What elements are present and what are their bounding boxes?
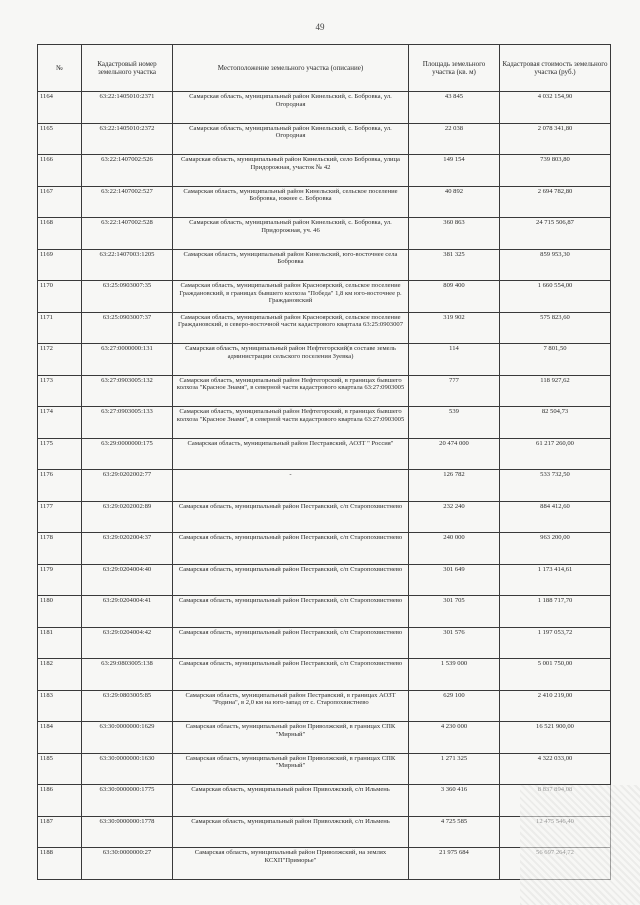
cadastral-number: 63:25:0903007:35	[82, 281, 173, 313]
row-number: 1175	[38, 438, 82, 470]
cadastral-registry-table	[37, 44, 611, 880]
cost-value: 5 001 750,00	[500, 659, 611, 691]
row-number: 1174	[38, 407, 82, 439]
cost-value: 575 823,60	[500, 312, 611, 344]
table-row	[38, 627, 611, 659]
area-value: 4 725 585	[409, 816, 500, 848]
table-body	[38, 92, 611, 880]
cadastral-number: 63:29:0204004:40	[82, 564, 173, 596]
cadastral-number: 63:25:0903007:37	[82, 312, 173, 344]
row-number: 1188	[38, 848, 82, 880]
location-description: Самарская область, муниципальный район Нефтегорский(в составе земель администрации сельского поселения Зуевка)	[173, 344, 409, 376]
header-location: Местоположение земельного участка (описание)	[173, 45, 409, 92]
area-value: 232 240	[409, 501, 500, 533]
table-row	[38, 753, 611, 785]
location-description: Самарская область, муниципальный район Приволжский, на землях КСХП"Приморье"	[173, 848, 409, 880]
row-number: 1172	[38, 344, 82, 376]
table-row	[38, 375, 611, 407]
cadastral-number: 63:22:1407002:526	[82, 155, 173, 187]
table-header-row	[38, 45, 611, 92]
row-number: 1173	[38, 375, 82, 407]
table-row	[38, 344, 611, 376]
cost-value: 1 173 414,61	[500, 564, 611, 596]
cadastral-number: 63:22:1405010:2371	[82, 92, 173, 124]
table-row	[38, 155, 611, 187]
area-value: 43 845	[409, 92, 500, 124]
table-row	[38, 659, 611, 691]
row-number: 1169	[38, 249, 82, 281]
cadastral-number: 63:27:0903005:132	[82, 375, 173, 407]
cost-value: 533 732,50	[500, 470, 611, 502]
location-description: Самарская область, муниципальный район Пестравский, с/п Старопохвистнево	[173, 596, 409, 628]
cost-value: 884 412,60	[500, 501, 611, 533]
table-row	[38, 407, 611, 439]
header-num: №	[38, 45, 82, 92]
location-description: Самарская область, муниципальный район Кинельский, сельское поселение Бобровка, южнее с. Бобровка	[173, 186, 409, 218]
cost-value: 4 322 033,00	[500, 753, 611, 785]
area-value: 629 100	[409, 690, 500, 722]
area-value: 4 230 000	[409, 722, 500, 754]
cost-value: 7 801,50	[500, 344, 611, 376]
table-row	[38, 501, 611, 533]
location-description: Самарская область, муниципальный район Кинельский, с. Бобровка, ул. Придорожная, уч. 46	[173, 218, 409, 250]
area-value: 319 902	[409, 312, 500, 344]
location-description: Самарская область, муниципальный район Пестравский, с/п Старопохвистнево	[173, 533, 409, 565]
cost-value: 2 694 782,80	[500, 186, 611, 218]
cost-value: 16 521 900,00	[500, 722, 611, 754]
cadastral-number: 63:29:0204004:42	[82, 627, 173, 659]
table-row	[38, 690, 611, 722]
location-description: Самарская область, муниципальный район Пестравский, АОЗТ " Россия"	[173, 438, 409, 470]
row-number: 1182	[38, 659, 82, 691]
location-description: Самарская область, муниципальный район Нефтегорский, в границах бывшего колхоза "Красное Знамя", в северной части кадастрового квартала 63:27:0903005	[173, 375, 409, 407]
area-value: 360 863	[409, 218, 500, 250]
cadastral-number: 63:27:0000000:131	[82, 344, 173, 376]
area-value: 777	[409, 375, 500, 407]
row-number: 1170	[38, 281, 82, 313]
row-number: 1187	[38, 816, 82, 848]
location-description: Самарская область, муниципальный район Нефтегорский, в границах бывшего колхоза "Красное Знамя", в северной части кадастрового квартала 63:27:0903005	[173, 407, 409, 439]
table-row	[38, 186, 611, 218]
area-value: 20 474 000	[409, 438, 500, 470]
cadastral-number: 63:22:1407003:1205	[82, 249, 173, 281]
page-number: 49	[315, 22, 325, 32]
row-number: 1185	[38, 753, 82, 785]
row-number: 1186	[38, 785, 82, 817]
area-value: 1 539 000	[409, 659, 500, 691]
row-number: 1178	[38, 533, 82, 565]
table-row	[38, 312, 611, 344]
area-value: 539	[409, 407, 500, 439]
location-description: Самарская область, муниципальный район Кинельский, юго-восточнее села Бобровка	[173, 249, 409, 281]
cadastral-number: 63:29:0202004:37	[82, 533, 173, 565]
location-description: Самарская область, муниципальный район Кинельский, с. Бобровка, ул. Огородная	[173, 92, 409, 124]
area-value: 21 975 684	[409, 848, 500, 880]
cadastral-number: 63:29:0202002:89	[82, 501, 173, 533]
cost-value: 1 188 717,70	[500, 596, 611, 628]
area-value: 240 000	[409, 533, 500, 565]
cost-value: 24 715 506,87	[500, 218, 611, 250]
cadastral-number: 63:22:1407002:527	[82, 186, 173, 218]
cost-value: 739 803,80	[500, 155, 611, 187]
cadastral-number: 63:29:0803005:85	[82, 690, 173, 722]
location-description: Самарская область, муниципальный район Пестравский, с/п Старопохвистнево	[173, 659, 409, 691]
cadastral-number: 63:30:0000000:27	[82, 848, 173, 880]
row-number: 1179	[38, 564, 82, 596]
cadastral-number: 63:29:0000000:175	[82, 438, 173, 470]
header-cost: Кадастровая стоимость земельного участка (руб.)	[500, 45, 611, 92]
table-row	[38, 123, 611, 155]
location-description: Самарская область, муниципальный район Кинельский, с. Бобровка, ул. Огородная	[173, 123, 409, 155]
row-number: 1183	[38, 690, 82, 722]
location-description: -	[173, 470, 409, 502]
row-number: 1184	[38, 722, 82, 754]
row-number: 1177	[38, 501, 82, 533]
cadastral-number: 63:30:0000000:1630	[82, 753, 173, 785]
location-description: Самарская область, муниципальный район Приволжский, в границах СПК "Мирный"	[173, 753, 409, 785]
cadastral-number: 63:29:0204004:41	[82, 596, 173, 628]
area-value: 809 400	[409, 281, 500, 313]
cost-value: 2 078 341,80	[500, 123, 611, 155]
location-description: Самарская область, муниципальный район Кинельский, село Бобровка, улица Придорожная, участок № 42	[173, 155, 409, 187]
cost-value: 1 660 554,00	[500, 281, 611, 313]
cost-value: 859 953,30	[500, 249, 611, 281]
area-value: 149 154	[409, 155, 500, 187]
table-row	[38, 218, 611, 250]
table-row	[38, 281, 611, 313]
location-description: Самарская область, муниципальный район Красноярский, сельское поселение Граждановский, в северо-восточной части кадастрового квартала 63:25:0903007	[173, 312, 409, 344]
row-number: 1180	[38, 596, 82, 628]
cost-value: 1 197 053,72	[500, 627, 611, 659]
area-value: 301 576	[409, 627, 500, 659]
location-description: Самарская область, муниципальный район Пестравский, с/п Старопохвистнево	[173, 627, 409, 659]
table-row	[38, 92, 611, 124]
location-description: Самарская область, муниципальный район Приволжский, с/п Ильмень	[173, 785, 409, 817]
area-value: 1 271 325	[409, 753, 500, 785]
area-value: 114	[409, 344, 500, 376]
cost-value: 82 504,73	[500, 407, 611, 439]
location-description: Самарская область, муниципальный район Красноярский, сельское поселение Граждановский, в границах бывшего колхоза "Победа" 1,8 км юго-восточнее р. Граждановский	[173, 281, 409, 313]
area-value: 3 360 416	[409, 785, 500, 817]
scan-corner-pattern	[520, 785, 640, 905]
row-number: 1165	[38, 123, 82, 155]
location-description: Самарская область, муниципальный район Пестравский, в границах АОЗТ "Родина", в 2,0 км на юго-запад от с. Старопохвистнево	[173, 690, 409, 722]
row-number: 1166	[38, 155, 82, 187]
table-row	[38, 533, 611, 565]
cost-value: 963 200,00	[500, 533, 611, 565]
cadastral-number: 63:27:0903005:133	[82, 407, 173, 439]
cost-value: 61 217 260,00	[500, 438, 611, 470]
location-description: Самарская область, муниципальный район Пестравский, с/п Старопохвистнево	[173, 501, 409, 533]
table-row	[38, 438, 611, 470]
row-number: 1171	[38, 312, 82, 344]
area-value: 22 038	[409, 123, 500, 155]
row-number: 1181	[38, 627, 82, 659]
cadastral-number: 63:30:0000000:1778	[82, 816, 173, 848]
cadastral-number: 63:30:0000000:1775	[82, 785, 173, 817]
area-value: 126 782	[409, 470, 500, 502]
cadastral-number: 63:22:1405010:2372	[82, 123, 173, 155]
row-number: 1164	[38, 92, 82, 124]
area-value: 301 649	[409, 564, 500, 596]
table-row	[38, 596, 611, 628]
cadastral-number: 63:29:0202002:77	[82, 470, 173, 502]
cost-value: 118 927,62	[500, 375, 611, 407]
cadastral-number: 63:22:1407002:528	[82, 218, 173, 250]
location-description: Самарская область, муниципальный район Приволжский, в границах СПК "Мирный"	[173, 722, 409, 754]
row-number: 1176	[38, 470, 82, 502]
row-number: 1168	[38, 218, 82, 250]
header-cadastral-number: Кадастровый номер земельного участка	[82, 45, 173, 92]
cost-value: 2 410 219,00	[500, 690, 611, 722]
area-value: 40 892	[409, 186, 500, 218]
row-number: 1167	[38, 186, 82, 218]
area-value: 381 325	[409, 249, 500, 281]
table-row	[38, 564, 611, 596]
table-row	[38, 470, 611, 502]
table-row	[38, 722, 611, 754]
table-row	[38, 249, 611, 281]
header-area: Площадь земельного участка (кв. м)	[409, 45, 500, 92]
area-value: 301 705	[409, 596, 500, 628]
cadastral-number: 63:30:0000000:1629	[82, 722, 173, 754]
location-description: Самарская область, муниципальный район Пестравский, с/п Старопохвистнево	[173, 564, 409, 596]
cost-value: 4 032 154,90	[500, 92, 611, 124]
location-description: Самарская область, муниципальный район Приволжский, с/п Ильмень	[173, 816, 409, 848]
cadastral-number: 63:29:0803005:138	[82, 659, 173, 691]
